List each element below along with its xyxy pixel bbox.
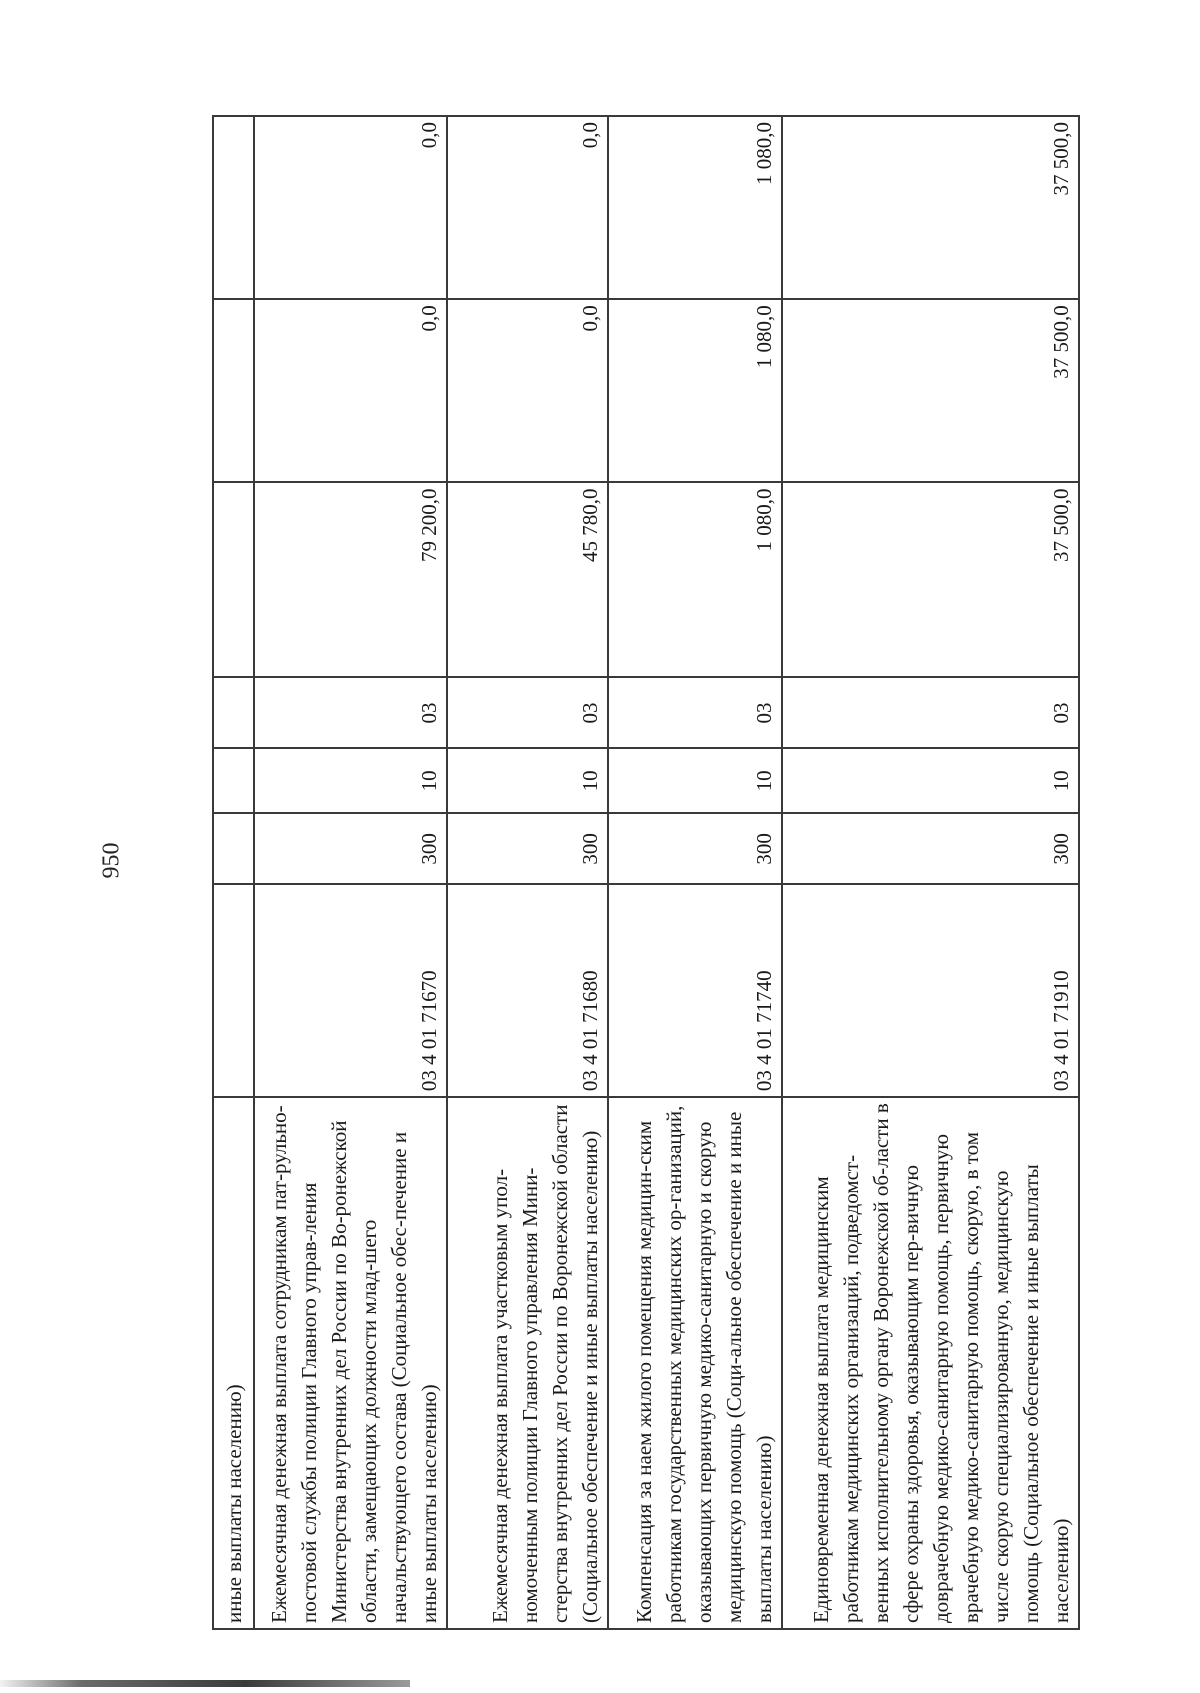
table-row [254,116,447,1629]
page-number: 950 [98,842,125,879]
empty-cell [213,677,254,748]
table-row [782,116,1079,1629]
amount-year-3: 0,0 [254,116,447,299]
amount-year-3: 0,0 [447,116,608,299]
amount-year-1: 37 500,0 [782,482,1079,677]
empty-cell [213,748,254,813]
expense-type-code: 300 [447,813,608,884]
subsection-code: 03 [782,677,1079,748]
scan-edge-line [0,1680,410,1687]
amount-year-2: 1 080,0 [608,299,782,482]
amount-year-1: 79 200,0 [254,482,447,677]
empty-cell [213,813,254,884]
section-code: 10 [782,748,1079,813]
row-description: Компенсация за наем жилого помещения медицин-ским работникам государственных медицинских ор-ганизаций, оказывающих первичную медико-санитарную и скорую медицинскую помощь (Соци-альное обеспечение и иные выплаты населению) [608,1097,782,1629]
row-description: Единовременная денежная выплата медицинским работникам медицинских организаций, подведомст-венных исполнительному органу Воронежской об-ласти в сфере охраны здоровья, оказывающим пер-вичную доврачебную медико-санитарную помощь, первичную врачебную медико-санитарную помощь, скорую, в том числе скорую специализированную, медицинскую помощь (Социальное обеспечение и иные выплаты населению) [782,1097,1079,1629]
expense-type-code: 300 [608,813,782,884]
empty-cell [213,116,254,299]
target-article-code: 03 4 01 71910 [782,884,1079,1097]
empty-cell [213,299,254,482]
row-description: Ежемесячная денежная выплата сотрудникам пат-рульно-постовой службы полиции Главного управ-ления Министерства внутренних дел России по Во-ронежской области, замещающих должности млад-шего начальствующего состава (Социальное обес-печение и иные выплаты населению) [254,1097,447,1629]
row-description: Ежемесячная денежная выплата участковым упол-номоченным полиции Главного управления Мини-стерства внутренних дел России по Воронежской области (Социальное обеспечение и иные выплаты населению) [447,1097,608,1629]
amount-year-1: 45 780,0 [447,482,608,677]
amount-year-3: 1 080,0 [608,116,782,299]
target-article-code: 03 4 01 71680 [447,884,608,1097]
amount-year-3: 37 500,0 [782,116,1079,299]
empty-cell [213,884,254,1097]
target-article-code: 03 4 01 71670 [254,884,447,1097]
budget-table [212,115,1080,1630]
continuation-row [213,116,254,1629]
amount-year-1: 1 080,0 [608,482,782,677]
amount-year-2: 0,0 [447,299,608,482]
amount-year-2: 0,0 [254,299,447,482]
continuation-cell: иные выплаты населению) [213,1097,254,1629]
table-row [608,116,782,1629]
empty-cell [213,482,254,677]
expense-type-code: 300 [254,813,447,884]
rotated-table-container [212,115,1080,1630]
table-row [447,116,608,1629]
subsection-code: 03 [254,677,447,748]
target-article-code: 03 4 01 71740 [608,884,782,1097]
subsection-code: 03 [447,677,608,748]
expense-type-code: 300 [782,813,1079,884]
amount-year-2: 37 500,0 [782,299,1079,482]
subsection-code: 03 [608,677,782,748]
section-code: 10 [254,748,447,813]
section-code: 10 [608,748,782,813]
section-code: 10 [447,748,608,813]
